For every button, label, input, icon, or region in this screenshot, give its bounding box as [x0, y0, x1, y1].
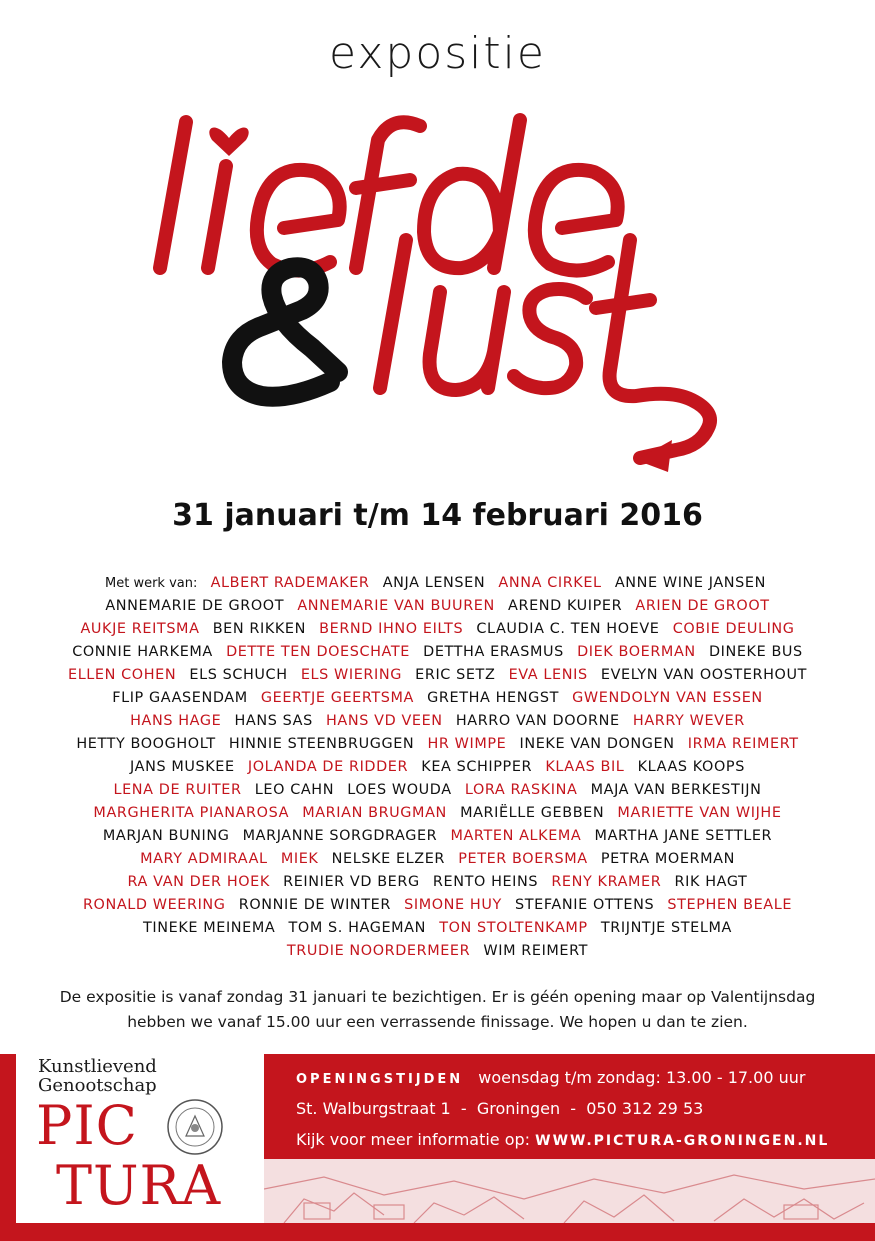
artist-name: ALBERT RADEMAKER: [210, 575, 370, 591]
artist-name: HR WIMPE: [427, 736, 507, 752]
artist-name: EVA LENIS: [508, 667, 588, 683]
exhibition-dates: 31 januari t/m 14 februari 2016: [172, 498, 703, 533]
website-link[interactable]: WWW.PICTURA-GRONINGEN.NL: [535, 1133, 830, 1149]
artist-name: LORA RASKINA: [464, 782, 578, 798]
letter-t-bar: [596, 300, 650, 308]
artist-name: MIEK: [280, 851, 319, 867]
artist-name: RENY KRAMER: [551, 874, 662, 890]
artist-name: TRUDIE NOORDERMEER: [286, 943, 471, 959]
artist-name: LEO CAHN: [254, 782, 335, 798]
artist-name: ANNA CIRKEL: [498, 575, 602, 591]
artist-list: [60, 572, 815, 963]
artist-name: ANNE WINE JANSEN: [614, 575, 766, 591]
brand-pic: PIC: [36, 1094, 138, 1157]
artist-name: MARJANNE SORGDRAGER: [242, 828, 438, 844]
artist-name: CLAUDIA C. TEN HOEVE: [476, 621, 660, 637]
brand-tura: TURA: [56, 1154, 222, 1217]
artist-name: HETTY BOOGHOLT: [76, 736, 216, 752]
artist-name: LOES WOUDA: [347, 782, 452, 798]
letter-u: [430, 292, 504, 390]
letter-s: [514, 289, 586, 388]
artist-name: TRIJNTJE STELMA: [600, 920, 732, 936]
artist-name: DETTE TEN DOESCHATE: [226, 644, 410, 660]
ampersand-icon: [232, 267, 338, 396]
artist-name: MARJAN BUNING: [102, 828, 230, 844]
artist-name: LENA DE RUITER: [113, 782, 242, 798]
artist-name: STEPHEN BEALE: [667, 897, 793, 913]
lust-word: [380, 240, 710, 458]
artist-name: ELS WIERING: [300, 667, 402, 683]
artist-name: KLAAS BIL: [545, 759, 625, 775]
letter-l2: [380, 240, 406, 388]
artist-name: RONNIE DE WINTER: [238, 897, 391, 913]
letter-e: [257, 170, 340, 271]
artist-name: HARRO VAN DOORNE: [455, 713, 620, 729]
artist-name: BERND IHNO EILTS: [319, 621, 464, 637]
letter-e2: [535, 170, 618, 271]
artist-name: TINEKE MEINEMA: [143, 920, 276, 936]
heart-icon: [209, 127, 248, 156]
title-logo: [0, 100, 875, 490]
artist-name: MARIETTE VAN WIJHE: [617, 805, 782, 821]
letter-t: [610, 240, 710, 458]
artist-name: MARTHA JANE SETTLER: [594, 828, 773, 844]
artist-name: MARY ADMIRAAL: [140, 851, 268, 867]
artist-name: CONNIE HARKEMA: [72, 644, 213, 660]
artist-name: TON STOLTENKAMP: [439, 920, 588, 936]
footer-bottom-band: [264, 1223, 875, 1241]
artist-name: HANS SAS: [234, 713, 313, 729]
artist-name: COBIE DEULING: [672, 621, 795, 637]
artist-name: AUKJE REITSMA: [80, 621, 200, 637]
artist-name: NELSKE ELZER: [331, 851, 446, 867]
artist-name: SIMONE HUY: [404, 897, 502, 913]
artist-name: PETRA MOERMAN: [600, 851, 735, 867]
artist-name: GRETHA HENGST: [427, 690, 559, 706]
artist-name: KEA SCHIPPER: [421, 759, 533, 775]
footer-left-bar: [0, 1054, 16, 1241]
footer-bottom-line: [16, 1223, 264, 1241]
artist-name: ELS SCHUCH: [189, 667, 288, 683]
opening-hours-caption: OPENINGSTIJDEN: [296, 1072, 464, 1087]
letter-d: [424, 120, 520, 268]
artist-name: DIEK BOERMAN: [577, 644, 696, 660]
artist-name: MARTEN ALKEMA: [450, 828, 582, 844]
artist-name: RA VAN DER HOEK: [127, 874, 270, 890]
artist-name: MARGHERITA PIANAROSA: [93, 805, 290, 821]
artists-intro: Met werk van:: [105, 576, 198, 591]
artist-name: HANS HAGE: [130, 713, 222, 729]
opening-hours: [296, 1068, 805, 1087]
note-line-2: hebben we vanaf 15.00 uur een verrassende finissage. We hopen u dan te zien.: [127, 1013, 748, 1031]
artist-name: ERIC SETZ: [415, 667, 496, 683]
artist-name: TOM S. HAGEMAN: [288, 920, 426, 936]
artist-name: STEFANIE OTTENS: [515, 897, 655, 913]
seal-icon: [166, 1098, 224, 1156]
artist-name: HANS VD VEEN: [326, 713, 443, 729]
artist-name: PETER BOERSMA: [458, 851, 588, 867]
brand-line-2: Genootschap: [38, 1075, 157, 1096]
artist-name: FLIP GAASENDAM: [112, 690, 248, 706]
exhibition-note: [40, 985, 835, 1035]
opening-hours-value: woensdag t/m zondag: 13.00 - 17.00 uur: [478, 1068, 806, 1087]
info-link-line: [296, 1130, 829, 1149]
note-line-1: De expositie is vanaf zondag 31 januari te bezichtigen. Er is géén opening maar op Valentijnsdag: [59, 988, 816, 1006]
artist-name: RENTO HEINS: [432, 874, 539, 890]
artist-name: ANJA LENSEN: [382, 575, 486, 591]
info-prefix: Kijk voor meer informatie op:: [296, 1130, 531, 1149]
artist-name: ANNEMARIE VAN BUUREN: [297, 598, 495, 614]
artist-name: GEERTJE GEERTSMA: [260, 690, 414, 706]
artist-name: ARIEN DE GROOT: [635, 598, 770, 614]
artist-name: AREND KUIPER: [508, 598, 623, 614]
subtitle: expositie: [329, 28, 546, 79]
letter-i: [208, 166, 226, 268]
artist-name: MARIAN BRUGMAN: [302, 805, 447, 821]
artist-name: BEN RIKKEN: [212, 621, 306, 637]
artist-name: RONALD WEERING: [82, 897, 226, 913]
artist-name: IRMA REIMERT: [687, 736, 799, 752]
artist-name: JANS MUSKEE: [130, 759, 235, 775]
artist-name: MAJA VAN BERKESTIJN: [590, 782, 762, 798]
artist-name: WIM REIMERT: [483, 943, 589, 959]
artist-name: ANNEMARIE DE GROOT: [105, 598, 285, 614]
footer-map-strip: [264, 1159, 875, 1241]
artist-name: ELLEN COHEN: [68, 667, 177, 683]
address: St. Walburgstraat 1 - Groningen - 050 312 29 53: [296, 1099, 704, 1118]
brand-line-1: Kunstlievend: [38, 1056, 157, 1077]
artist-name: RIK HAGT: [674, 874, 748, 890]
artist-name: HARRY WEVER: [632, 713, 745, 729]
artist-name: HINNIE STEENBRUGGEN: [228, 736, 415, 752]
artist-name: GWENDOLYN VAN ESSEN: [572, 690, 763, 706]
letter-l: [160, 122, 186, 268]
artist-name: INEKE VAN DONGEN: [519, 736, 675, 752]
artist-name: JOLANDA DE RIDDER: [247, 759, 409, 775]
artist-name: REINIER VD BERG: [283, 874, 420, 890]
artist-name: DETTHA ERASMUS: [423, 644, 564, 660]
artist-name: MARIËLLE GEBBEN: [460, 805, 605, 821]
artist-name: KLAAS KOOPS: [637, 759, 745, 775]
artist-name: EVELYN VAN OOSTERHOUT: [600, 667, 807, 683]
artist-name: DINEKE BUS: [708, 644, 803, 660]
